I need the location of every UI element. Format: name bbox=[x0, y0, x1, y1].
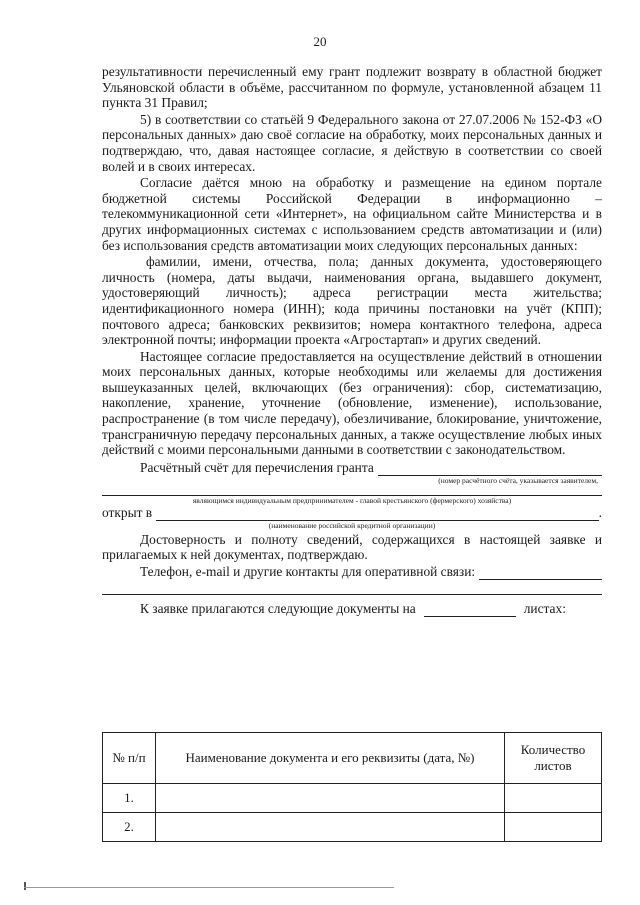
table-row bbox=[103, 813, 602, 842]
attachments-prefix: К заявке прилагаются следующие документы на bbox=[140, 601, 416, 617]
attachments-suffix: листах: bbox=[523, 601, 566, 617]
bank-caption: (наименование российской кредитной организации) bbox=[268, 520, 436, 530]
paragraph-consent-actions: Настоящее согласие предоставляется на осуществление действий в отношении моих персональных данных, которые необходимы или желаемы для достижения вышеуказанных целей, включающих (без ограничения): сбор, систематизацию, накопление, хранение, уточнение (обновление, изменение), использование, распространение (в том числе передачу), обезличивание, блокирование, уничтожение, трансграничную передачу персональных данных, а также осуществление любых иных действий с моими персональными данными в соответствии с законодательством. bbox=[102, 348, 602, 458]
attachments-row bbox=[102, 601, 602, 617]
page-number: 20 bbox=[313, 34, 327, 49]
row-number: 1. bbox=[103, 784, 156, 813]
bank-name-field[interactable] bbox=[156, 508, 599, 521]
sheet-count-cell[interactable] bbox=[505, 813, 602, 842]
paragraph-consent-scope: Согласие даётся мною на обработку и размещение на едином портале бюджетной системы Российской Федерации в информационно – телекоммуникационной сети «Интернет», на официальном сайте Министерства и в других информационных системах с использованием средств автоматизации и (или) без использования средств автоматизации моих следующих персональных данных: bbox=[102, 175, 602, 253]
scan-bottom-line bbox=[24, 887, 394, 888]
bank-label: открыт в bbox=[102, 504, 153, 520]
documents-table bbox=[102, 732, 602, 842]
confirm-text: Достоверность и полноту сведений, содержащихся в настоящей заявке и прилагаемых к ней документах, подтверждаю. bbox=[102, 531, 602, 563]
column-number: № п/п bbox=[103, 733, 156, 784]
column-sheets: Количество листов bbox=[505, 733, 602, 784]
sheet-count-cell[interactable] bbox=[505, 784, 602, 813]
document-name-cell[interactable] bbox=[156, 784, 505, 813]
paragraph-consent-clause: 5) в соответствии со статьёй 9 Федерального закона от 27.07.2006 № 152-ФЗ «О персональных данных» даю своё согласие на обработку, моих персональных данных и подтверждаю, что, давая настоящее согласие, я действую в соответствии со своей волей и в своих интересах. bbox=[102, 111, 602, 174]
bank-row: открыт в . bbox=[102, 504, 602, 520]
paragraph-personal-data-list: фамилии, имени, отчества, пола; данных документа, удостоверяющего личность (номера, даты выдачи, наименования органа, выдавшего документ, удостоверяющий личность); адреса регистрации места жительства; идентификационного номера (ИНН); кода причины постановки на учёт (КПП); почтового адреса; банковских реквизитов; номера контактного телефона, адреса электронной почты; информации проекта «Агростартап» и других сведений. bbox=[102, 254, 602, 348]
paragraph-continuation: результативности перечисленный ему грант подлежит возврату в областной бюджет Ульяновской области в объёме, рассчитанном по формуле, установленной абзацем 11 пункта 31 Правил; bbox=[102, 64, 602, 111]
row-number: 2. bbox=[103, 813, 156, 842]
contacts-row bbox=[102, 564, 602, 580]
scan-margin-mark bbox=[24, 882, 26, 890]
account-label: Расчётный счёт для перечисления гранта bbox=[140, 459, 374, 475]
account-caption-2: являющимся индивидуальным предпринимателем - главой крестьянского (фермерского) хозяйства) bbox=[192, 495, 512, 505]
document-body bbox=[102, 64, 602, 617]
account-number-field[interactable] bbox=[378, 463, 602, 476]
account-continuation-line[interactable] bbox=[102, 485, 602, 496]
account-row bbox=[102, 460, 602, 476]
account-caption-1: (номер расчётного счёта, указывается заявителем, bbox=[438, 475, 598, 485]
document-name-cell[interactable] bbox=[156, 813, 505, 842]
table-header-row bbox=[103, 733, 602, 784]
column-document: Наименование документа и его реквизиты (дата, №) bbox=[156, 733, 505, 784]
contacts-continuation-line[interactable] bbox=[102, 580, 602, 595]
sheet-count-field[interactable] bbox=[424, 604, 516, 617]
table-row bbox=[103, 784, 602, 813]
contacts-label: Телефон, e-mail и другие контакты для оперативной связи: bbox=[140, 564, 476, 580]
contacts-field[interactable] bbox=[479, 567, 602, 580]
